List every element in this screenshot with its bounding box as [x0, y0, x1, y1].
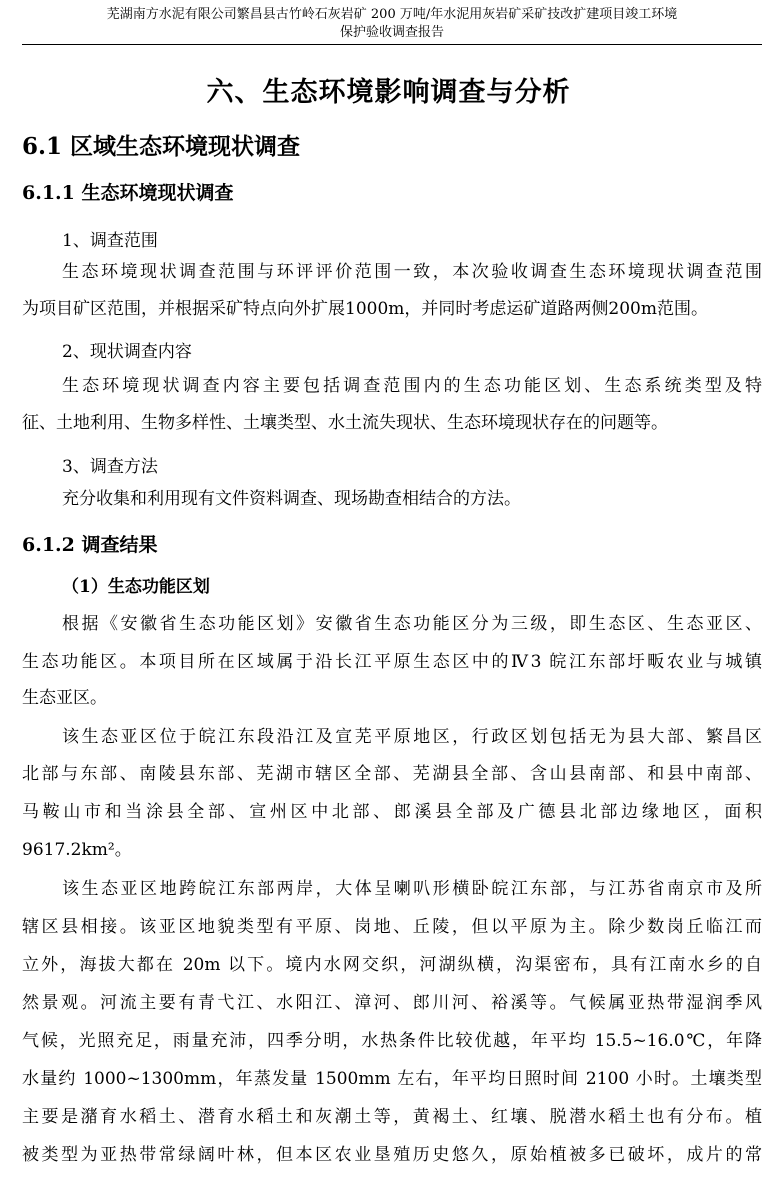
- para-3-line-1: 该生态亚区地跨皖江东部两岸，大体呈喇叭形横卧皖江东部，与江苏省南京市及所: [62, 879, 762, 899]
- subsection-1-title: （1）生态功能区划: [62, 577, 210, 597]
- header-line-2: 保护验收调查报告: [339, 25, 444, 40]
- para-1-line-3: 生态亚区。: [22, 688, 107, 708]
- running-header: [22, 6, 762, 45]
- section-6-1-heading: 6.1 区域生态环境现状调查: [22, 133, 301, 160]
- item-1-line-2: 为项目矿区范围，并根据采矿特点向外扩展1000m，并同时考虑运矿道路两侧200m范围。: [22, 299, 708, 319]
- item-2-line-1: 生态环境现状调查内容主要包括调查范围内的生态功能区划、生态系统类型及特: [62, 376, 762, 396]
- item-1-title: 1、调查范围: [62, 231, 158, 251]
- item-3-title: 3、调查方法: [62, 457, 158, 477]
- para-2-line-4: 9617.2km²。: [22, 840, 132, 860]
- section-6-1-1-heading: 6.1.1 生态环境现状调查: [22, 182, 234, 204]
- para-3-line-6: 水量约 1000~1300mm，年蒸发量 1500mm 左右，年平均日照时间 2100 小时。土壤类型: [22, 1069, 762, 1089]
- item-1-line-1: 生态环境现状调查范围与环评评价范围一致，本次验收调查生态环境现状调查范围: [62, 262, 762, 282]
- para-2-line-2: 北部与东部、南陵县东部、芜湖市辖区全部、芜湖县全部、含山县南部、和县中南部、: [22, 764, 762, 784]
- item-2-title: 2、现状调查内容: [62, 342, 192, 362]
- para-2-line-3: 马鞍山市和当涂县全部、宣州区中北部、郎溪县全部及广德县北部边缘地区，面积: [22, 802, 762, 822]
- para-3-line-2: 辖区县相接。该亚区地貌类型有平原、岗地、丘陵，但以平原为主。除少数岗丘临江而: [22, 917, 762, 937]
- header-line-1: 芜湖南方水泥有限公司繁昌县古竹岭石灰岩矿 200 万吨/年水泥用灰岩矿采矿技改扩建项目竣工环境: [106, 7, 678, 22]
- para-3-line-3: 立外，海拔大都在 20m 以下。境内水网交织，河湖纵横，沟渠密布，具有江南水乡的自: [22, 955, 762, 975]
- para-3-line-8: 被类型为亚热带常绿阔叶林，但本区农业垦殖历史悠久，原始植被多已破坏，成片的常: [22, 1145, 762, 1165]
- para-1-line-1: 根据《安徽省生态功能区划》安徽省生态功能区分为三级，即生态区、生态亚区、: [62, 614, 762, 634]
- section-6-1-2-heading: 6.1.2 调查结果: [22, 534, 158, 556]
- para-3-line-5: 气候，光照充足，雨量充沛，四季分明，水热条件比较优越，年平均 15.5~16.0℃，年降: [22, 1031, 762, 1051]
- chapter-title: 六、生态环境影响调查与分析: [206, 77, 571, 108]
- para-3-line-4: 然景观。河流主要有青弋江、水阳江、漳河、郎川河、裕溪等。气候属亚热带湿润季风: [22, 993, 762, 1013]
- item-2-line-2: 征、土地利用、生物多样性、土壤类型、水土流失现状、生态环境现状存在的问题等。: [22, 413, 668, 433]
- para-2-line-1: 该生态亚区位于皖江东段沿江及宣芜平原地区，行政区划包括无为县大部、繁昌区: [62, 727, 762, 747]
- para-1-line-2: 生态功能区。本项目所在区域属于沿长江平原生态区中的Ⅳ3 皖江东部圩畈农业与城镇: [22, 652, 762, 672]
- para-3-line-7: 主要是潴育水稻土、潜育水稻土和灰潮土等，黄褐土、红壤、脱潜水稻土也有分布。植: [22, 1107, 762, 1127]
- item-3-line-1: 充分收集和利用现有文件资料调查、现场勘查相结合的方法。: [62, 489, 521, 509]
